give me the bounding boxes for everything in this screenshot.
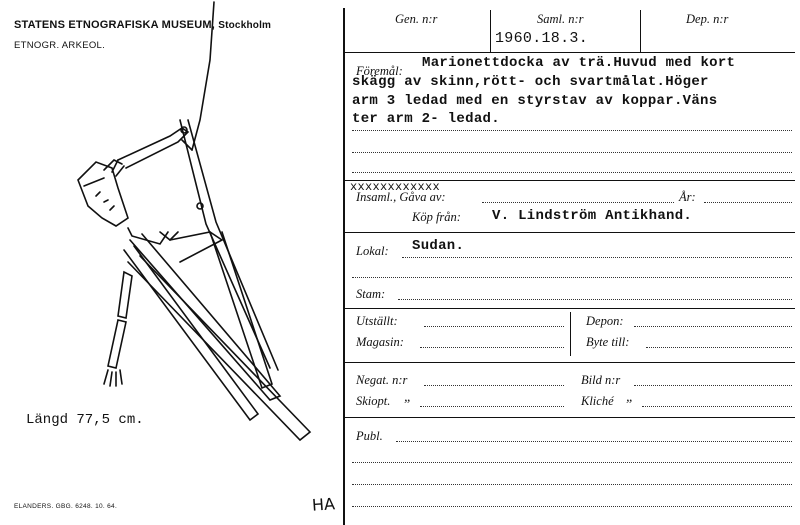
stam-dotted-line <box>398 299 792 300</box>
utstallt-bottom-rule <box>345 362 795 363</box>
utstallt-divider <box>570 312 571 356</box>
ar-label: År: <box>679 190 696 204</box>
kop-fran-label: Köp från: <box>412 210 461 224</box>
publ-dotted-line-4 <box>352 506 792 507</box>
handwritten-initials: HA <box>311 494 336 515</box>
puppet-head <box>78 160 128 226</box>
dep-nr-label: Dep. n:r <box>686 12 729 26</box>
negat-nr-label: Negat. n:r <box>356 373 408 387</box>
insaml-strike: xxxxxxxxxxxx <box>350 180 441 194</box>
stam-label: Stam: <box>356 287 386 301</box>
foremal-line-3: arm 3 ledad med en styrstav av koppar.Väns <box>352 93 718 109</box>
kliche-dotted-line <box>642 406 792 407</box>
card-left-border <box>343 8 345 525</box>
byte-till-dotted-line <box>646 347 792 348</box>
saml-nr-value: 1960.18.3. <box>495 30 589 47</box>
kliche-value: „ <box>626 390 634 405</box>
foremal-dotted-line-2 <box>352 152 792 153</box>
depon-dotted-line <box>634 326 792 327</box>
saml-nr-label: Saml. n:r <box>537 12 584 26</box>
length-text: Längd 77,5 cm. <box>26 412 144 428</box>
foremal-dotted-line-3 <box>352 172 792 173</box>
insaml-bottom-rule <box>345 232 795 233</box>
gen-nr-label: Gen. n:r <box>395 12 438 26</box>
marionette-drawing <box>60 0 335 460</box>
ar-dotted-line <box>704 202 792 203</box>
publ-dotted-line-2 <box>352 462 792 463</box>
department-label: ETNOGR. ARKEOL. <box>14 40 106 51</box>
bild-nr-label: Bild n:r <box>581 373 621 387</box>
utstallt-dotted-line <box>424 326 564 327</box>
lokal-value: Sudan. <box>412 238 465 254</box>
negat-dotted-line <box>424 385 564 386</box>
insaml-dotted-line <box>482 202 674 203</box>
bild-dotted-line <box>634 385 792 386</box>
magasin-label: Magasin: <box>356 335 404 349</box>
foremal-line-4: ter arm 2- ledad. <box>352 111 500 127</box>
depon-label: Depon: <box>586 314 624 328</box>
foremal-line-1: Marionettdocka av trä.Huvud med kort <box>422 55 736 71</box>
negat-bottom-rule <box>345 417 795 418</box>
magasin-dotted-line <box>420 347 564 348</box>
header-bottom-rule <box>345 52 795 53</box>
museum-name: STATENS ETNOGRAFISKA MUSEUM, Stockholm <box>14 19 272 31</box>
lokal-bottom-rule <box>345 308 795 309</box>
foremal-label: Föremål: <box>356 64 403 78</box>
lokal-dotted-line-1 <box>402 257 792 258</box>
printer-note: ELANDERS. GBG. 6248. 10. 64. <box>14 503 118 510</box>
header-divider-2 <box>640 10 641 52</box>
header-divider-1 <box>490 10 491 52</box>
lokal-dotted-line-2 <box>352 277 792 278</box>
byte-till-label: Byte till: <box>586 335 630 349</box>
kop-fran-value: V. Lindström Antikhand. <box>492 208 693 224</box>
insaml-label: Insaml., Gåva av: <box>356 190 446 204</box>
puppet-body <box>124 228 310 440</box>
kliche-label: Kliché <box>581 394 614 408</box>
skiopt-dotted-line <box>420 406 564 407</box>
lokal-label: Lokal: <box>356 244 389 258</box>
foremal-line-2: skägg av skinn,rött- och svartmålat.Höger <box>352 74 709 90</box>
skiopt-value: „ <box>404 390 412 405</box>
publ-dotted-line-1 <box>396 441 792 442</box>
utstallt-label: Utställt: <box>356 314 398 328</box>
skiopt-label: Skiopt. <box>356 394 391 408</box>
left-arm <box>104 272 132 386</box>
foremal-dotted-line-1 <box>352 130 792 131</box>
museum-city: Stockholm <box>218 20 272 31</box>
publ-label: Publ. <box>356 429 383 443</box>
publ-dotted-line-3 <box>352 484 792 485</box>
